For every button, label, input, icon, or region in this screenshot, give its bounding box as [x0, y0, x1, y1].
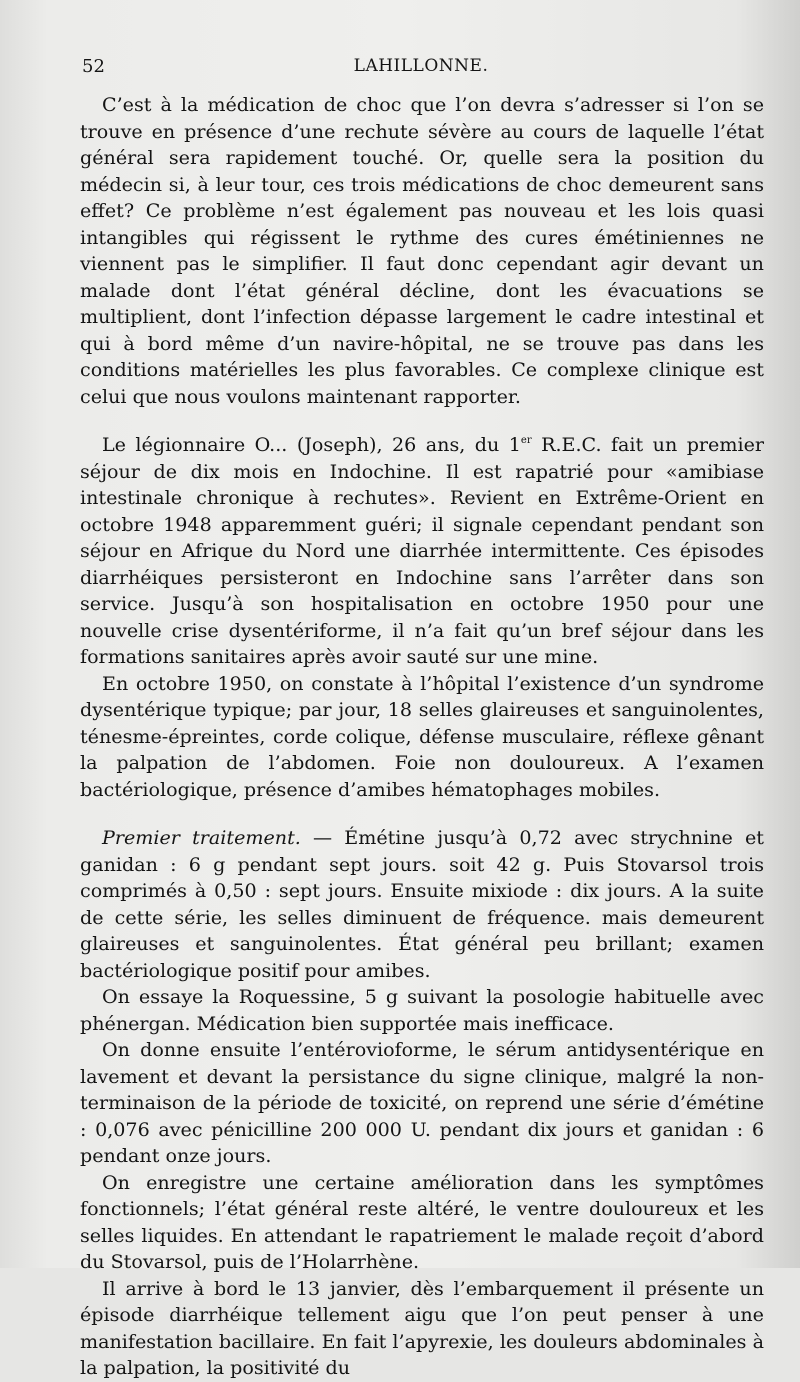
first-treatment-heading: Premier traitement. [102, 826, 301, 849]
paragraph-roquessine: On essaye la Roquessine, 5 g suivant la posologie habituelle avec phénergan. Médication bien supportée mais inefficace. [80, 985, 764, 1035]
running-title: LAHILLONNE. [353, 56, 489, 76]
paragraph-first-treatment [80, 825, 764, 984]
paragraph-enterovioforme: On donne ensuite l’entérovioforme, le sérum antidysentérique en lavement et devant la persistance du signe clinique, malgré la non-terminaison de la période de toxicité, on reprend une série d’émétine : 0,076 avec pénicilline 200 000 U. pendant dix jours et ganidan : 6 pendant onze jours. [80, 1038, 764, 1167]
ordinal-superscript: er [520, 435, 532, 446]
paragraph-case-history [80, 432, 764, 671]
page-number: 52 [82, 56, 105, 77]
body-text [80, 92, 764, 1382]
paragraph-hospital-exam: En octobre 1950, on constate à l’hôpital l’existence d’un syndrome dysentérique typique; par jour, 18 selles glaireuses et sanguinolentes, ténesme-épreintes, corde colique, défense musculaire, réflexe gênant la palpation de l’abdomen. Foie non douloureux. A l’examen bactériologique, présence d’amibes hématophages mobiles. [80, 671, 764, 801]
page-header [82, 56, 750, 80]
case-history-start: Le légionnaire O... (Joseph), 26 ans, du 1 [102, 433, 521, 456]
first-treatment-text: — Émétine jusqu’à 0,72 avec strychnine et ganidan : 6 g pendant sept jours. soit 42 g. Puis Stovarsol trois comprimés à 0,50 : sept jours. Ensuite mixiode : dix jours. A la suite de cette série, les selles diminuent de fréquence. mais demeurent glaireuses et sanguinolentes. État général peu brillant; examen bactériologique positif pour amibes. [80, 826, 764, 982]
paragraph-improvement: On enregistre une certaine amélioration dans les symptômes fonctionnels; l’état général reste altéré, le ventre douloureux et les selles liquides. En attendant le rapatriement le malade reçoit d’abord du Stovarsol, puis de l’Holarrhène. [80, 1170, 764, 1273]
paragraph-arrival-aboard: Il arrive à bord le 13 janvier, dès l’embarquement il présente un épisode diarrhéique tellement aigu que l’on peut penser à une manifestation bacillaire. En fait l’apyrexie, les douleurs abdominales à la palpation, la positivité du [80, 1276, 764, 1379]
case-history-rest: R.E.C. fait un premier séjour de dix mois en Indochine. Il est rapatrié pour «amibiase intestinale chronique à rechutes». Revient en Extrême-Orient en octobre 1948 apparemment guéri; il signale cependant pendant son séjour en Afrique du Nord une diarrhée intermittente. Ces épisodes diarrhéiques persisteront en Indochine sans l’arrêter dans son service. Jusqu’à son hospitalisation en octobre 1950 pour une nouvelle crise dysentériforme, il n’a fait qu’un bref séjour dans les formations sanitaires après avoir sauté sur une mine. [80, 433, 764, 668]
paragraph-intro: C’est à la médication de choc que l’on devra s’adresser si l’on se trouve en présence d’une rechute sévère au cours de laquelle l’état général sera rapidement touché. Or, quelle sera la position du médecin si, à leur tour, ces trois médications de choc demeurent sans effet? Ce problème n’est également pas nouveau et les lois quasi intangibles qui régissent le rythme des cures émétiniennes ne viennent pas le simplifier. Il faut donc cependant agir devant un malade dont l’état général décline, dont les évacuations se multiplient, dont l’infection dépasse largement le cadre intestinal et qui à bord même d’un navire-hôpital, ne se trouve pas dans les conditions matérielles les plus favorables. Ce complexe clinique est celui que nous voulons maintenant rapporter. [80, 93, 764, 408]
